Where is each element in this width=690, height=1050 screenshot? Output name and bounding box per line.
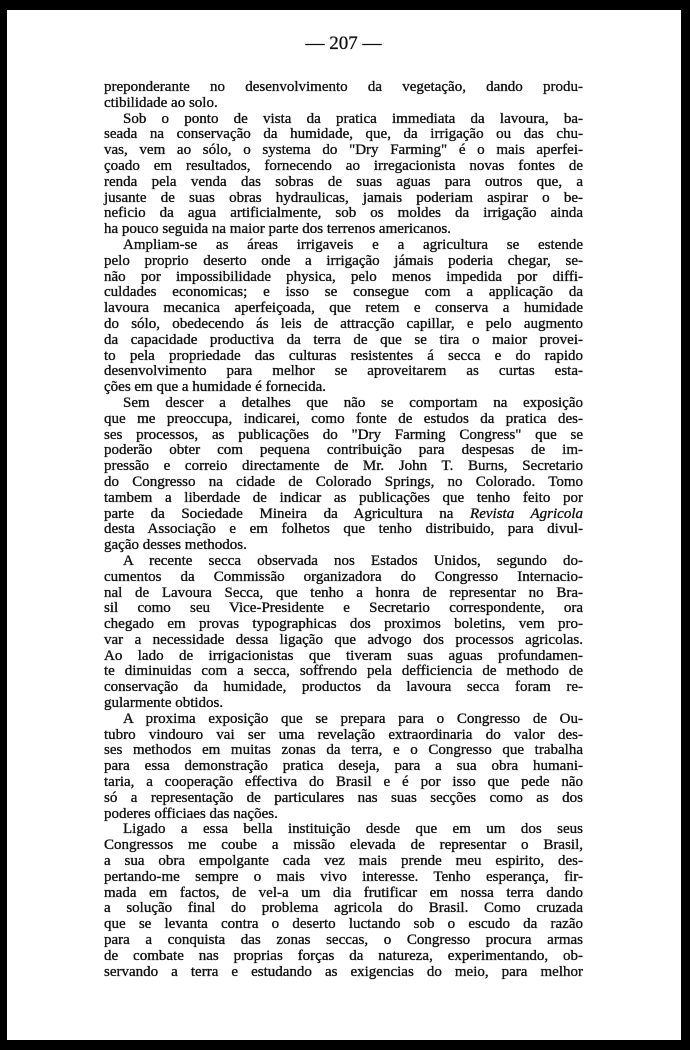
text-line: çoado em resultados, fornecendo ao irregacionista novas fontes de [104, 157, 583, 174]
paragraph [104, 80, 583, 112]
text-line: pressão e correio directamente de Mr. John T. Burns, Secretario [104, 458, 583, 475]
paragraph [104, 822, 583, 980]
text-line: renda pela venda das sobras de suas aguas para outros que, a [104, 173, 583, 190]
text-line: ctibilidade ao solo. [104, 94, 218, 111]
text-line: pertando-me sempre o mais vivo interesse. Tenho esperança, fir- [104, 868, 583, 885]
page-number: — 207 — [305, 33, 382, 54]
text-line: seada na conservação da humidade, que, da irrigação ou das chu- [104, 126, 583, 143]
text-line: tubro vindouro vai ser uma revelação extraordinaria do valor des- [104, 726, 583, 743]
paragraph [104, 554, 583, 712]
text-line: a solução final do problema agricola do Brasil. Como cruzada [104, 900, 583, 917]
text-line: que me preoccupa, indicarei, como fonte de estudos da pratica des- [104, 410, 583, 427]
text-line: vas, vem ao sólo, o systema do "Dry Farming" é o mais aperfei- [104, 142, 583, 159]
text-line: Ligado a essa bella instituição desde que em um dos seus [123, 821, 583, 838]
text-line: só a representação de particulares nas suas secções como as dos [104, 789, 583, 806]
text-line: var a necessidade dessa ligação que advogo dos processos agricolas. [104, 631, 583, 648]
text-line: a sua obra empolgante cada vez mais prende meu espirito, des- [104, 853, 583, 870]
text-line: to pela propriedade das culturas resistentes á secca e do rapido [104, 347, 583, 364]
text-line: poderão obter com pequena contribuição para despesas de im- [104, 442, 583, 459]
text-line: ses methodos em muitas zonas da terra, e o Congresso que trabalha [104, 742, 583, 759]
paragraph [104, 712, 583, 823]
text-line: nal de Lavoura Secca, que tenho a honra de representar no Bra- [104, 584, 583, 601]
paragraph [104, 238, 583, 396]
paragraph [104, 396, 583, 554]
text-line: neficio da agua artificialmente, sob os moldes da irrigação ainda [104, 205, 583, 222]
text-line: do sólo, obedecendo ás leis de attracção capillar, e pelo augmento [104, 315, 583, 332]
text-line: que se levanta contra o deserto luctando sob o escudo da razão [104, 916, 583, 933]
text-line: te diminuidas com a secca, soffrendo pela defficiencia de methodo de [104, 663, 583, 680]
text-line: chegado em provas typographicas dos proximos boletins, vem pro- [104, 616, 583, 633]
text-line: Congressos me coube a missão elevada de representar o Brasil, [104, 837, 583, 854]
text-line: desenvolvimento para melhor se aproveitarem as curtas esta- [104, 363, 583, 380]
text-line: A recente secca observada nos Estados Unidos, segundo do- [123, 552, 583, 569]
text-line: gularmente obtidos. [104, 695, 224, 712]
text-line: A proxima exposição que se prepara para o Congresso de Ou- [123, 710, 583, 727]
text-line [104, 507, 583, 523]
text-line: desta Associação e em folhetos que tenho distribuido, para divul- [104, 521, 583, 538]
text-line: Sem descer a detalhes que não se comportam na exposição [123, 394, 583, 411]
paragraph [104, 112, 583, 238]
text-line: cumentos da Commissão organizadora do Congresso Internacio- [104, 568, 583, 585]
text-line: pelo proprio deserto onde a irrigação jámais poderia chegar, se- [104, 252, 583, 269]
text-line: ha pouco seguida na maior parte dos terrenos americanos. [104, 221, 451, 238]
text-line: conservação da humidade, productos da lavoura secca foram re- [104, 679, 583, 696]
text-line: sil como seu Vice-Presidente e Secretario correspondente, ora [104, 600, 583, 617]
text-line: gação desses methodos. [104, 537, 247, 554]
line-text: parte da Sociedade Mineira da Agricultura na [104, 505, 454, 522]
text-line: de combate nas proprias forças da natureza, experimentando, ob- [104, 947, 583, 964]
text-line: poderes officiaes das nações. [104, 805, 278, 822]
text-line: Sob o ponto de vista da pratica immediata da lavoura, ba- [123, 110, 583, 127]
text-line: tambem a liberdade de indicar as publicações que tenho feito por [104, 489, 583, 506]
text-line: da capacidade productiva da terra de que se tira o maior provei- [104, 331, 583, 348]
text-line: taria, a cooperação effectiva do Brasil e é por isso que pede não [104, 774, 583, 791]
text-line: ções em que a humidade é fornecida. [104, 379, 326, 396]
text-line: lavoura mecanica aperfeiçoada, que retem e conserva a humidade [104, 300, 583, 317]
text-line: servando a terra e estudando as exigencias do meio, para melhor [104, 963, 583, 980]
text-line: culdades economicas; e isso se consegue com a applicação da [104, 284, 583, 301]
text-line: não por impossibilidade physica, pelo menos impedida por diffi- [104, 268, 583, 285]
text-line: preponderante no desenvolvimento da vegetação, dando produ- [104, 79, 583, 95]
text-line: Ampliam-se as áreas irrigaveis e a agricultura se estende [123, 236, 583, 253]
italic-title: Revista Agricola [470, 505, 584, 522]
text-line: para essa demonstração pratica deseja, para a sua obra humani- [104, 758, 583, 775]
text-line: mada em factos, de vel-a um dia frutificar em nossa terra dando [104, 884, 583, 901]
text-line: ses processos, as publicações do "Dry Farming Congress" que se [104, 426, 583, 443]
text-line: do Congresso na cidade de Colorado Springs, no Colorado. Tomo [104, 473, 583, 490]
text-line: Ao lado de irrigacionistas que tiveram suas aguas profundamen- [104, 647, 583, 664]
text-line: para a conquista das zonas seccas, o Congresso procura armas [104, 932, 583, 949]
body-text [104, 80, 583, 980]
text-line: jusante de suas obras hydraulicas, jamais poderiam aspirar o be- [104, 189, 583, 206]
